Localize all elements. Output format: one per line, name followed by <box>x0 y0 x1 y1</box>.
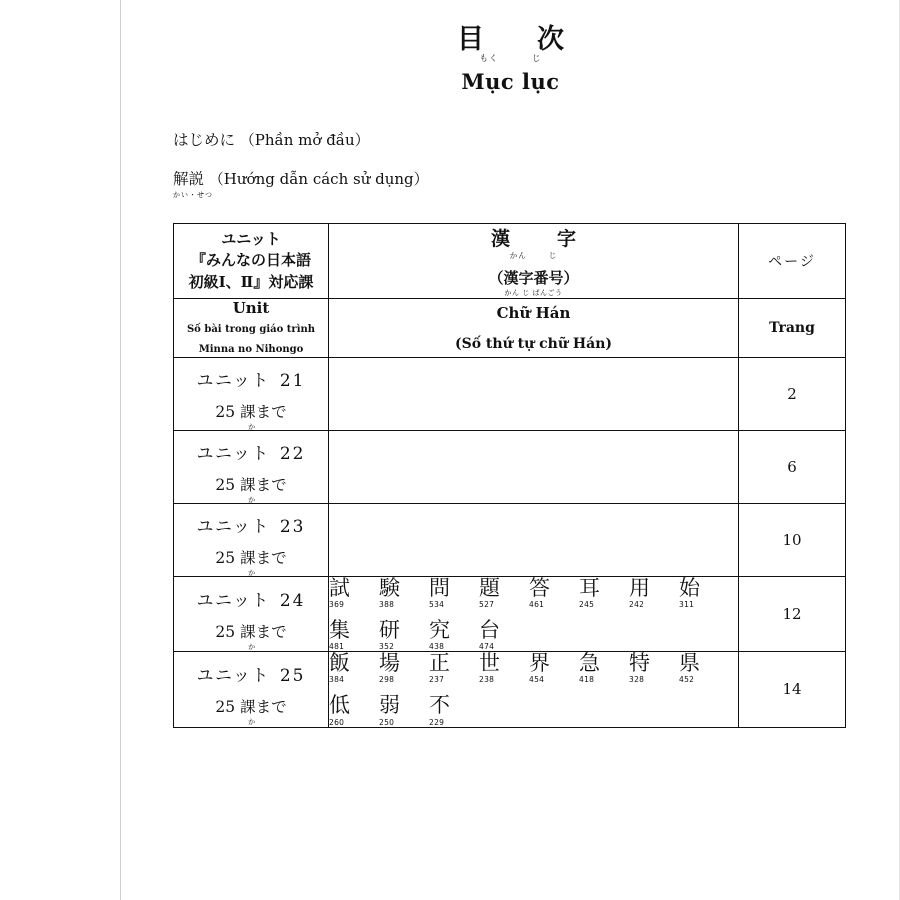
kanji-character: 急 <box>579 651 600 676</box>
kanji-number: 352 <box>379 642 395 652</box>
unit-number: 24 <box>279 591 306 612</box>
kanji-item <box>329 652 375 684</box>
kanji-item <box>529 652 575 684</box>
unit-cell <box>174 431 329 504</box>
header-kanji-furigana-right: じ <box>548 251 558 261</box>
unit-number: 23 <box>279 517 306 538</box>
table-row <box>174 577 846 652</box>
unit-lesson-text: 25 課まで <box>215 698 287 717</box>
kanji-item <box>329 694 375 726</box>
page-number-cell: 14 <box>739 652 846 727</box>
unit-lesson-range <box>174 400 328 432</box>
kanji-item <box>429 694 475 726</box>
header-kanji-vn-line2: (Số thứ tự chữ Hán) <box>454 336 613 353</box>
unit-lesson-ruby <box>215 400 287 432</box>
kanji-number: 474 <box>479 642 495 652</box>
unit-lesson-text: 25 課まで <box>215 403 287 422</box>
kanji-item <box>629 577 675 609</box>
unit-label-text: ユニット <box>196 517 270 538</box>
kanji-item <box>329 619 375 651</box>
kanji-item <box>429 619 475 651</box>
kanji-character: 特 <box>629 651 650 676</box>
kanji-cell-empty <box>329 504 738 576</box>
page-number-cell: 6 <box>739 431 846 504</box>
title-vietnamese: Mục lục <box>461 69 560 95</box>
title-japanese: 目 次 <box>457 24 577 55</box>
kanji-character: 始 <box>679 576 700 601</box>
kanji-number: 311 <box>679 600 695 610</box>
kanji-character: 県 <box>679 651 700 676</box>
kanji-number: 328 <box>629 675 645 685</box>
unit-lesson-range <box>174 473 328 505</box>
kanji-item <box>579 577 625 609</box>
kanji-character: 集 <box>329 618 350 643</box>
table-row <box>174 652 846 727</box>
kanji-cell-empty <box>329 431 738 503</box>
intro-section <box>121 128 900 200</box>
kanji-character: 飯 <box>329 651 350 676</box>
kanji-item <box>379 577 425 609</box>
unit-number: 22 <box>279 444 306 465</box>
kanji-character: 用 <box>629 576 650 601</box>
kanji-character: 研 <box>379 618 400 643</box>
header-kanji-japanese <box>329 224 739 299</box>
kanji-number: 245 <box>579 600 595 610</box>
unit-lesson-furigana: か <box>248 496 257 505</box>
toc-table-wrapper <box>121 223 900 727</box>
unit-lesson-furigana: か <box>248 569 257 578</box>
kanji-number: 454 <box>529 675 545 685</box>
header-unit-vietnamese <box>174 299 329 358</box>
kanji-row <box>329 694 738 726</box>
kanji-cell <box>329 504 739 577</box>
intro-japanese-2: 解説 <box>173 170 205 189</box>
kanji-number: 242 <box>629 600 645 610</box>
intro-furigana-2: かい・せつ <box>173 191 213 200</box>
kanji-item <box>479 619 525 651</box>
kanji-number: 260 <box>329 717 345 727</box>
kanji-character: 問 <box>429 576 450 601</box>
unit-number: 21 <box>279 371 306 392</box>
kanji-number: 298 <box>379 675 395 685</box>
page-number-cell: 10 <box>739 504 846 577</box>
kanji-item <box>379 694 425 726</box>
kanji-cell <box>329 431 739 504</box>
kanji-character: 究 <box>429 618 450 643</box>
unit-lesson-range <box>174 620 328 652</box>
unit-label-text: ユニット <box>196 666 270 687</box>
unit-lesson-ruby <box>215 695 287 727</box>
kanji-number: 461 <box>529 600 545 610</box>
unit-number: 25 <box>279 666 306 687</box>
unit-label <box>174 586 328 611</box>
kanji-item <box>529 577 575 609</box>
unit-lesson-ruby <box>215 473 287 505</box>
title-furigana <box>121 52 900 64</box>
kanji-number: 250 <box>379 717 395 727</box>
unit-label-text: ユニット <box>196 444 270 465</box>
unit-label <box>174 366 328 391</box>
kanji-character: 答 <box>529 576 550 601</box>
kanji-character: 耳 <box>579 576 600 601</box>
intro-japanese-1: はじめに <box>173 131 236 150</box>
unit-lesson-furigana: か <box>248 643 257 652</box>
toc-table-body <box>174 224 846 727</box>
kanji-item <box>379 652 425 684</box>
header-unit-vn-sub2: Minna no Nihongo <box>198 344 304 356</box>
kanji-item <box>479 577 525 609</box>
kanji-item <box>629 652 675 684</box>
kanji-number: 238 <box>479 675 495 685</box>
kanji-item <box>679 577 725 609</box>
unit-lesson-range <box>174 695 328 727</box>
header-unit-vn-sub1: Số bài trong giáo trình <box>186 324 316 336</box>
unit-lesson-text: 25 課まで <box>215 549 287 568</box>
unit-lesson-text: 25 課まで <box>215 476 287 495</box>
header-page-vietnamese: Trang <box>739 299 846 358</box>
page-title <box>121 26 900 94</box>
unit-label-text: ユニット <box>196 591 270 612</box>
table-header-row-vietnamese <box>174 299 846 358</box>
kanji-item <box>579 652 625 684</box>
unit-cell <box>174 504 329 577</box>
kanji-number: 369 <box>329 600 345 610</box>
kanji-item <box>429 577 475 609</box>
kanji-character: 場 <box>379 651 400 676</box>
unit-lesson-text: 25 課まで <box>215 623 287 642</box>
table-header-row-japanese <box>174 224 846 299</box>
table-row <box>174 431 846 504</box>
kanji-item <box>679 652 725 684</box>
intro-vietnamese-1: （Phần mở đầu） <box>239 131 370 150</box>
header-kanji-jp-sub-furigana: かん じ ばんごう <box>504 289 563 298</box>
kanji-character: 題 <box>479 576 500 601</box>
kanji-character: 界 <box>529 651 550 676</box>
kanji-cell-empty <box>329 358 738 430</box>
kanji-number: 384 <box>329 675 345 685</box>
header-kanji-vietnamese <box>329 299 739 358</box>
kanji-number: 229 <box>429 717 445 727</box>
header-kanji-vn-line1: Chữ Hán <box>496 304 571 323</box>
header-unit-jp-line1: ユニット <box>221 229 281 248</box>
unit-cell <box>174 358 329 431</box>
unit-lesson-ruby <box>215 620 287 652</box>
toc-table <box>173 223 846 727</box>
header-kanji-jp-sub: （漢字番号） <box>488 269 579 288</box>
kanji-character: 低 <box>329 693 350 718</box>
table-row <box>174 504 846 577</box>
kanji-number: 237 <box>429 675 445 685</box>
header-unit-vn-title: Unit <box>232 299 270 318</box>
unit-label-text: ユニット <box>196 371 270 392</box>
header-kanji-jp-main: 漢 字 <box>490 228 590 251</box>
kanji-character: 正 <box>429 651 450 676</box>
kanji-character: 世 <box>479 651 500 676</box>
kanji-number: 418 <box>579 675 595 685</box>
title-furigana-left: もく <box>479 54 499 65</box>
kanji-item <box>429 652 475 684</box>
kanji-character: 験 <box>379 576 400 601</box>
kanji-cell <box>329 652 739 727</box>
kanji-item <box>329 577 375 609</box>
unit-label <box>174 439 328 464</box>
kanji-item <box>379 619 425 651</box>
header-page-japanese: ページ <box>739 224 846 299</box>
page-sheet <box>120 0 900 900</box>
kanji-cell <box>329 577 739 652</box>
header-unit-japanese <box>174 224 329 299</box>
unit-label <box>174 661 328 686</box>
unit-cell <box>174 577 329 652</box>
kanji-number: 527 <box>479 600 495 610</box>
intro-vietnamese-2: （Hướng dẫn cách sử dụng） <box>208 170 429 189</box>
intro-line-kaisetsu <box>173 167 900 200</box>
kanji-number: 438 <box>429 642 445 652</box>
kanji-row <box>329 577 738 609</box>
unit-cell <box>174 652 329 727</box>
unit-lesson-furigana: か <box>248 423 257 432</box>
kanji-character: 弱 <box>379 693 400 718</box>
page-number-cell: 12 <box>739 577 846 652</box>
header-unit-jp-line2: 『みんなの日本語 <box>190 251 311 270</box>
header-kanji-jp-furigana <box>329 250 738 261</box>
intro-line-hajimeni <box>173 128 900 150</box>
header-kanji-furigana-left: かん <box>509 251 527 261</box>
unit-lesson-range <box>174 546 328 578</box>
header-unit-jp-line3: 初級Ⅰ、Ⅱ』対応課 <box>188 273 314 292</box>
kanji-number: 388 <box>379 600 395 610</box>
kanji-number: 452 <box>679 675 695 685</box>
title-furigana-right: じ <box>531 54 542 65</box>
kanji-row <box>329 652 738 684</box>
kanji-number: 481 <box>329 642 345 652</box>
kanji-character: 試 <box>329 576 350 601</box>
page-number-cell: 2 <box>739 358 846 431</box>
unit-label <box>174 512 328 537</box>
table-row <box>174 358 846 431</box>
unit-lesson-ruby <box>215 546 287 578</box>
kanji-character: 不 <box>429 693 450 718</box>
kanji-row <box>329 619 738 651</box>
kanji-cell <box>329 358 739 431</box>
kanji-character: 台 <box>479 618 500 643</box>
kanji-item <box>479 652 525 684</box>
kanji-number: 534 <box>429 600 445 610</box>
unit-lesson-furigana: か <box>248 718 257 727</box>
intro-ruby-kaisetsu <box>173 167 213 200</box>
